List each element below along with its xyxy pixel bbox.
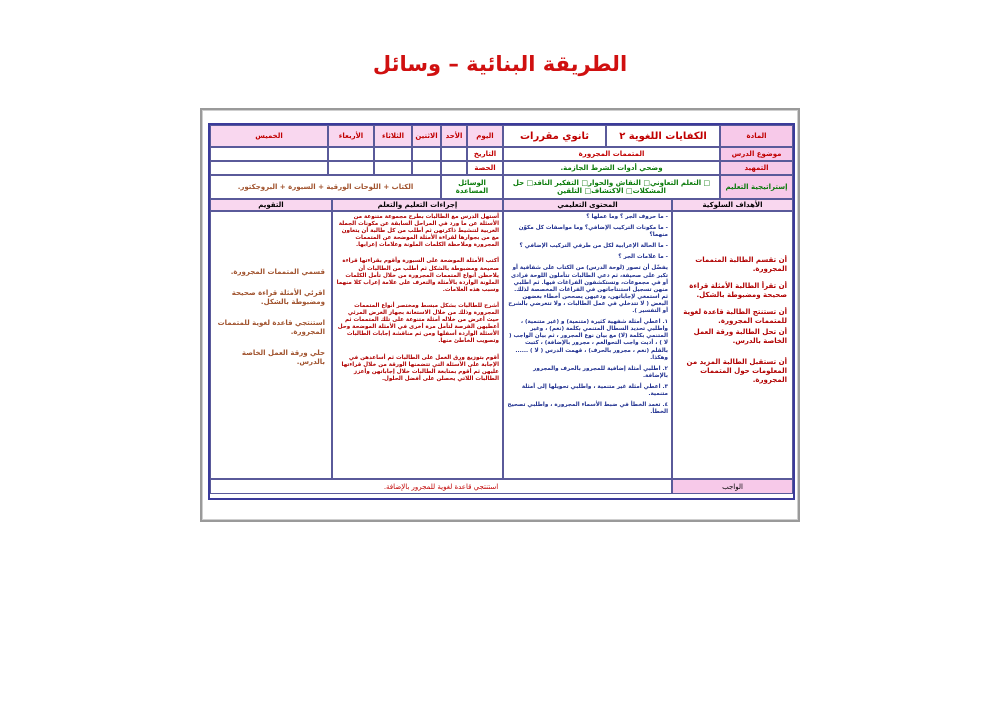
procedure-item: أستهل الدرس مع الطالبات بطرح مجموعة متنوعة من الأسئلة عن ما ورد في المراحل السابقة عن مكونات الجملة العربية لتنشيط ذاكرتهن ثم أطلب من كل طالبة أن يتعاون مع من بجوارها لقراءة الأمثلة الموضحة عن المتممات المجرورة وملاحظة الكلمات الملونة وعلامات إعرابها. <box>338 214 499 249</box>
date-wednesday <box>328 147 374 161</box>
content-header: المحتوى التعليمي <box>503 199 672 211</box>
objectives-header: الأهداف السلوكية <box>672 199 793 211</box>
aids-label: الوسائل المساعدة <box>441 175 503 199</box>
content-item: يفضّل أن تصور (لوحة الدرس) من الكتاب على شفافية أو تكبر على صحيفة، ثم دعي الطالبات تتأملون اللوحة فرادى أو في مجموعات، وتستكشفون الفراغات فيها. ثم اطلبي منهن تسجيل استنتاجاتهن في الفراغات المخصصة لذلك. ثم استمعي لإجاباتهن، ودعيهن يصححن أخطاء بعضهن البعض ( لا تتدخلي في عمل الطالبات ، ولا تتعرضي بالشرح أو التفسير ). <box>508 265 668 315</box>
date-label: التاريخ <box>467 147 503 161</box>
subject-label: المادة <box>720 125 793 147</box>
content-item: ١. اعطي أمثلة شفهية كثيرة (متنمية) و (غير متنمية) ، واطلبي تحديد السطال المتنمي بكلمة (نعم) ، وغير المتنمي بكلمة (لا) مع بيان نوع المجرور ، ثم بيان الواجب ( لا ) ، أديت واجب التحوالعم ، مجرور بالإضافة) ، كتبت بالقلم (نعم ، مجرور بالحرف) ، قهمت الدرس ( لا ) ...... وهكذا. <box>509 319 668 361</box>
lesson-topic-label: موضوع الدرس <box>720 147 793 161</box>
lesson-plan-table <box>208 123 795 500</box>
period-wednesday <box>328 161 374 175</box>
evaluation-item: استنتجي قاعدة لغوية للمتممات المجرورة. <box>217 319 325 336</box>
homework-value: استنتجي قاعدة لغوية للمجرور بالإضافة. <box>210 479 672 494</box>
content-item: - ما حروف الجر ؟ وما عملها ؟ <box>586 214 668 220</box>
homework-label: الواجب <box>672 479 793 494</box>
objective-item: أن تقسم الطالبة المتممات المجرورة. <box>695 256 787 273</box>
evaluation-header: التقويم <box>210 199 332 211</box>
date-monday <box>412 147 441 161</box>
intro-value: وضحي أدوات الشرط الجازمة. <box>503 161 720 175</box>
date-thursday <box>210 147 328 161</box>
strategy-value: □ التعلم التعاوني□ النقاش والحوار□ التفكير الناقد□ حل المشكلات□ الاكتشاف□ التلقين <box>503 175 720 199</box>
content-item: - ما الحالة الإعرابية لكل من طرفي التركيب الإضافي ؟ <box>519 243 668 250</box>
procedure-item: أقوم بتوزيع ورق العمل على الطالبات ثم أساعدهن في الإجابة على الأسئلة التي تتضمنها الورقة من خلال قراءتها عليهن ثم أقوم بمتابعة الطالبات خلال إجاباتهن وأعزز الطالبات اللاتي يحصلن على أفضل الحلول. <box>341 354 499 382</box>
period-label: الحصة <box>467 161 503 175</box>
content-cell <box>503 211 672 479</box>
objective-item: أن تستنتج الطالبة قاعدة لغوية للمتممات المجرورة. <box>683 308 787 325</box>
evaluation-cell <box>210 211 332 479</box>
content-item: ٢. اطلبي أمثلة إضافية للمجرور بالحرف والمجرور بالإضافة. <box>533 365 668 379</box>
strategy-label: إستراتيجية التعليم <box>720 175 793 199</box>
period-thursday <box>210 161 328 175</box>
procedures-cell <box>332 211 503 479</box>
procedure-item: أكتب الأمثلة الموضحة على السبورة وأقوم بقراءتها قراءة صحيحة ومضبوطة بالشكل ثم أطلب من الطالبات أن يلاحظن أنواع المتممات المجرورة من خلال تأمل الكلمات الملونة الواردة بالأمثلة والتعرف على علامة إعراب كلا منهما وسبب هذه العلامات. <box>336 258 499 293</box>
date-tuesday <box>374 147 412 161</box>
objective-item: أن تحل الطالبة ورقة العمل الخاصة بالدرس. <box>693 328 787 345</box>
day-monday: الاثنين <box>412 125 441 147</box>
objective-item: أن تستقبل الطالبة المزيد من المعلومات حول المتممات المجرورة. <box>686 358 787 384</box>
period-tuesday <box>374 161 412 175</box>
day-wednesday: الأربعاء <box>328 125 374 147</box>
objectives-cell <box>672 211 793 479</box>
day-tuesday: الثلاثاء <box>374 125 412 147</box>
lesson-topic-value: المتممات المجرورة <box>503 147 720 161</box>
content-item: - ما مكونات التركيب الإضافي؟ وما مواصفات كل مكوّن منهما؟ <box>518 225 668 239</box>
procedures-header: إجراءات التعليم والتعلم <box>332 199 503 211</box>
day-thursday: الخميس <box>210 125 328 147</box>
date-sunday <box>441 147 467 161</box>
objective-item: أن تقرأ الطالبة الأمثلة قراءة صحيحة ومضبوطة بالشكل. <box>689 282 787 299</box>
procedure-item: أشرح للطالبات بشكل مبسط ومختصر أنواع المتممات المجرورة وذلك من خلال الاستعانة بجهاز العرض المرئي حيث أعرض من خلاله أمثلة متنوعة على تلك المتممات ثم أعطيهن الفرصة لتأمل مرة أخرى في الأمثلة الموضحة وحل الأسئلة الواردة أسفلها ومن ثم مناقشة إجابات الطالبات وتصويب الخاطئ منها. <box>337 302 499 345</box>
content-item: ٤. تعمد الخطأ في ضبط الأسماء المجرورة ، واطلبي تصحيح الخطأ. <box>507 402 668 416</box>
page-title: الطريقة البنائية – وسائل <box>372 52 628 76</box>
aids-value: الكتاب + اللوحات الورقية + السبورة + البروجكتور. <box>210 175 441 199</box>
day-sunday: الأحد <box>441 125 467 147</box>
intro-label: التمهيد <box>720 161 793 175</box>
evaluation-item: قسمي المتممات المجرورة. <box>230 268 325 276</box>
content-item: - ما علامات الجر ؟ <box>618 254 668 261</box>
content-item: ٣. اعطي أمثلة غير متنمية ، واطلبي تحويلها إلى أمثلة متنمية. <box>521 383 668 397</box>
day-label: اليوم <box>467 125 503 147</box>
document-frame <box>200 108 800 522</box>
period-monday <box>412 161 441 175</box>
subject-value: الكفايات اللغوية ٢ <box>606 125 720 147</box>
course-value: ثانوي مقررات <box>503 125 606 147</box>
evaluation-item: حلي ورقة العمل الخاصة بالدرس. <box>241 349 325 366</box>
evaluation-item: اقرئي الأمثلة قراءة صحيحة ومضبوطة بالشكل. <box>231 289 325 306</box>
period-sunday <box>441 161 467 175</box>
